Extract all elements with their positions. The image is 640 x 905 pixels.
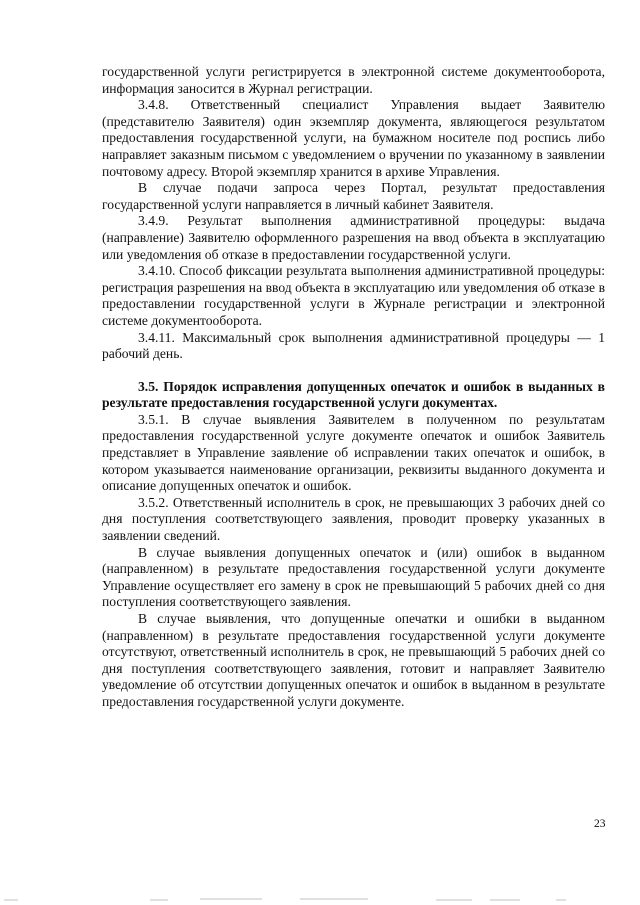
section-spacer xyxy=(102,363,605,379)
paragraph-portal-request: В случае подачи запроса через Портал, результат предоставления государственной услуги направляется в личный кабинет Заявителя. xyxy=(102,180,605,212)
paragraph-3-5-1: 3.5.1. В случае выявления Заявителем в полученном по результатам предоставления государственной услуге документе опечаток и ошибок Заявитель представляет в Управление заявление об исправлении таких опечаток и ошибок, в котором указывается наименование организации, реквизиты выданного документа и описание допущенных опечаток и ошибок. xyxy=(102,411,605,494)
paragraph-3-4-11: 3.4.11. Максимальный срок выполнения административной процедуры — 1 рабочий день. xyxy=(102,329,605,362)
page-number: 23 xyxy=(594,818,606,830)
paragraph-3-4-8: 3.4.8. Ответственный специалист Управления выдает Заявителю (представителю Заявителя) один экземпляр документа, являющегося результатом предоставления государственной услуги, на бумажном носителе под роспись либо направляет заказным письмом с уведомлением о вручении по указанному в заявлении почтовому адресу. Второй экземпляр хранится в архиве Управления. xyxy=(102,97,605,179)
paragraph-3-4-10: 3.4.10. Способ фиксации результата выполнения административной процедуры: регистрация разрешения на ввод объекта в эксплуатацию или уведомления об отказе в предоставлении государственной услуги в Журнале регистрации и электронной системе документооборота. xyxy=(102,263,605,328)
paragraph-3-5-2: 3.5.2. Ответственный исполнитель в срок, не превышающих 3 рабочих дней со дня поступления соответствующего заявления, проводит проверку указанных в заявлении сведений. xyxy=(102,494,605,544)
scan-edge-marks xyxy=(0,893,640,905)
paragraph-continuation: государственной услуги регистрируется в электронной системе документооборота, информация заносится в Журнал регистрации. xyxy=(102,64,605,96)
paragraph-replacement: В случае выявления допущенных опечаток и (или) ошибок в выданном (направленном) в результате предоставления государственной услуги документе Управление осуществляет его замену в срок не превышающий 5 рабочих дней со дня поступления соответствующего заявления. xyxy=(102,544,605,610)
paragraph-no-errors: В случае выявления, что допущенные опечатки и ошибки в выданном (направленном) в результате предоставления государственной услуги документе отсутствуют, ответственный исполнитель в срок, не превышающий 5 рабочих дней со дня поступления соответствующего заявления, готовит и направляет Заявителю уведомление об отсутствии допущенных опечаток и ошибок в выданном в результате предоставления государственной услуги документе. xyxy=(102,611,605,709)
paragraph-3-4-9: 3.4.9. Результат выполнения административной процедуры: выдача (направление) Заявителю оформленного разрешения на ввод объекта в эксплуатацию или уведомления об отказе в предоставлении государственной услуги. xyxy=(102,213,605,262)
section-heading-3-5: 3.5. Порядок исправления допущенных опечаток и ошибок в выданных в результате предоставления государственной услуги документах. xyxy=(102,378,605,411)
document-body xyxy=(102,64,605,711)
